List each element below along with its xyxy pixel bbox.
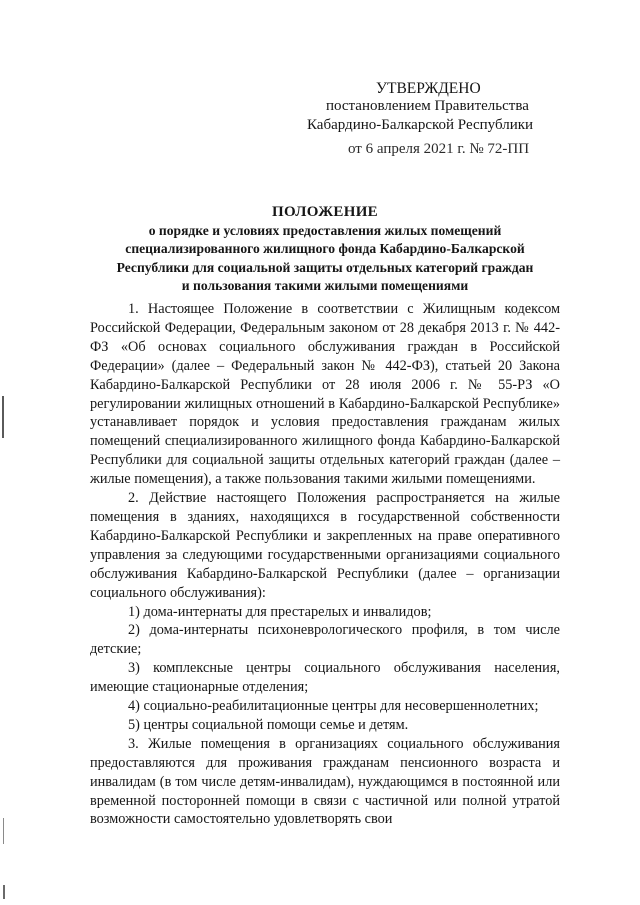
list-item-1: 1) дома-интернаты для престарелых и инвалидов; xyxy=(128,603,432,620)
heading-line-2: специализированного жилищного фонда Кабардино-Балкарской xyxy=(125,241,525,257)
document-body xyxy=(90,300,560,829)
document-heading xyxy=(80,203,570,296)
heading-line-3: Республики для социальной защиты отдельных категорий граждан xyxy=(116,259,534,275)
list-item-2: 2) дома-интернаты психоневрологического профиля, в том числе детские; xyxy=(90,622,560,658)
scan-margin-mark xyxy=(2,396,4,438)
paragraph-3: 3. Жилые помещения в организациях социального обслуживания предоставляются для проживания гражданам пенсионного возраста и инвалидам (в том числе детям-инвалидам), нуждающимся в постоянной или временной посторонней помощи в связи с частичной или полной утратой возможности самостоятельно удовлетворять свои xyxy=(90,735,560,828)
paragraph-1: 1. Настоящее Положение в соответствии с Жилищным кодексом Российской Федерации, Федеральным законом от 28 декабря 2013 г. № 442-ФЗ «Об основах социального обслуживания граждан в Российской Федерации» (далее – Федеральный закон № 442-ФЗ), статьей 20 Закона Кабардино-Балкарской Республики от 28 июля 2006 г. № 55-РЗ «О регулировании жилищных отношений в Кабардино-Балкарской Республике» устанавливает порядок и условия предоставления гражданам жилых помещений специализированного жилищного фонда Кабардино-Балкарской Республики для социальной защиты отдельных категорий граждан (далее – жилые помещения), а также пользования такими жилыми помещениями. xyxy=(90,301,560,488)
scan-margin-mark xyxy=(3,885,5,899)
heading-line-4: и пользования такими жилыми помещениями xyxy=(181,278,469,294)
heading-line-1: о порядке и условиях предоставления жилых помещений xyxy=(148,223,502,238)
approval-date-line: от 6 апреля 2021 г. № 72-ПП xyxy=(348,141,530,157)
paragraph-2: 2. Действие настоящего Положения распространяется на жилые помещения в зданиях, находящихся в государственной собственности Кабардино-Балкарской Республики и закрепленных на праве оперативного управления за следующими государственными организациями социального обслуживания Кабардино-Балкарской Республики (далее – организации социального обслуживания): xyxy=(90,490,560,601)
approval-line-2: Кабардино-Балкарской Республики xyxy=(307,117,534,133)
list-item-5: 5) центры социальной помощи семье и детям. xyxy=(128,716,409,733)
approval-line-1: постановлением Правительства xyxy=(326,98,529,114)
list-item-4: 4) социально-реабилитационные центры для несовершеннолетних; xyxy=(128,698,539,715)
list-item-3: 3) комплексные центры социального обслуживания населения, имеющие стационарные отделения; xyxy=(90,660,560,696)
approval-title: УТВЕРЖДЕНО xyxy=(376,80,481,97)
scan-margin-mark xyxy=(3,818,4,844)
document-title: ПОЛОЖЕНИЕ xyxy=(272,204,378,220)
